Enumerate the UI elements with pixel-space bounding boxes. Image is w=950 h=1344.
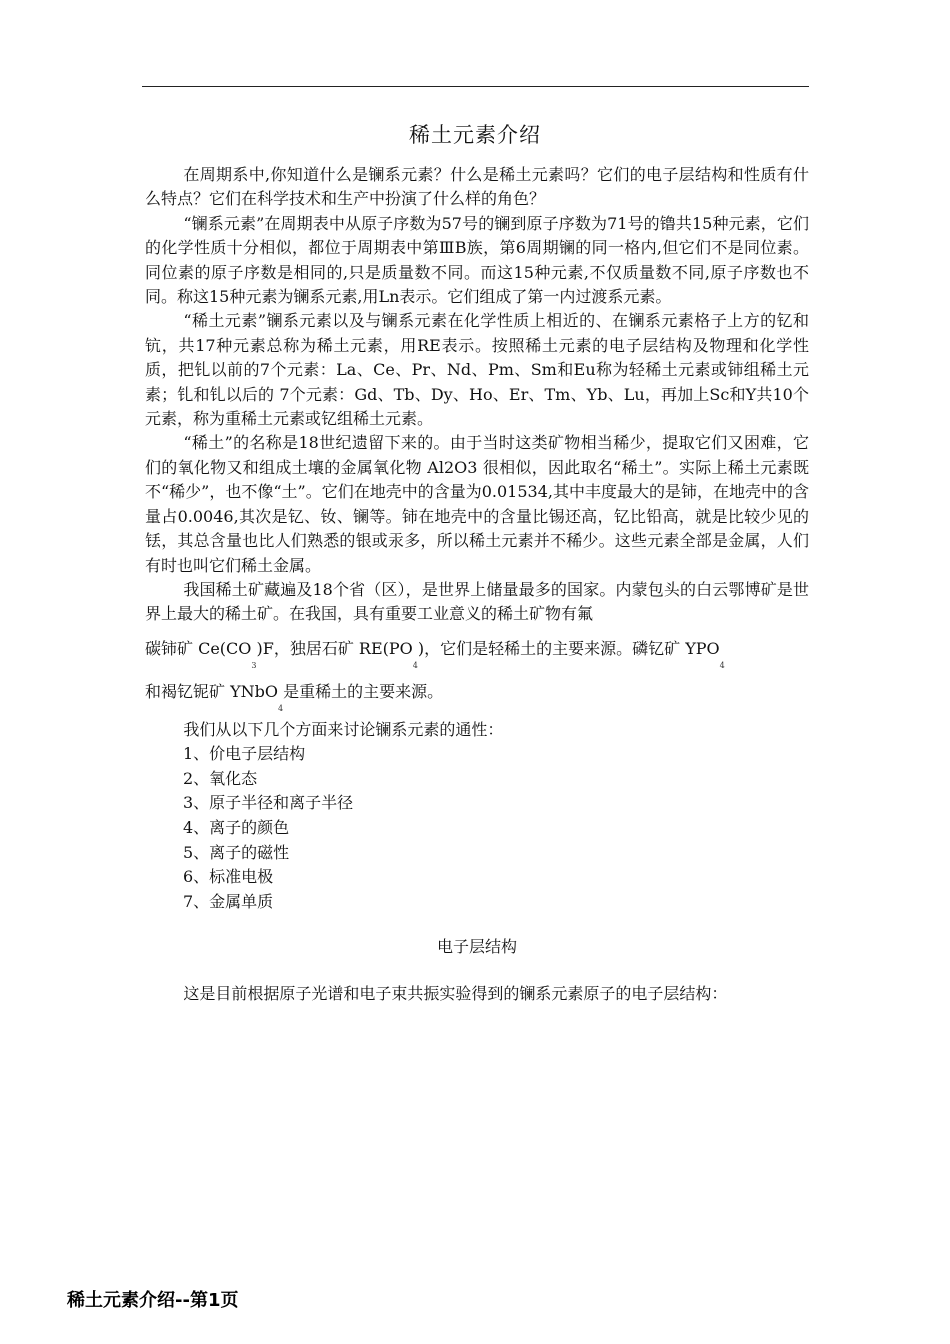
list-item: 6、标准电极 — [183, 867, 274, 887]
mineral-text: )F，独居石矿 RE(PO — [256, 638, 413, 658]
list-intro: 我们从以下几个方面来讨论镧系元素的通性： — [183, 719, 504, 739]
rare-earth-paragraph: “稀土元素”镧系元素以及与镧系元素在化学性质上相近的、在镧系元素格子上方的钇和钪，共17种元素总称为稀土元素，用RE表示。按照稀土元素的电子层结构及物理和化学性质，把钆以前的7个元素：La、Ce、Pr、Nd、Pm、Sm和Eu称为轻稀土元素或铈组稀土元素；钆和钆以后的 7个元素：Gd、Tb、Dy、Ho、Er、Tm、Yb、Lu，再加上Sc和Y共10个元素，称为重稀土元素或钇组稀土元素。 — [145, 311, 809, 429]
mineral-text: 碳铈矿 Ce(CO — [145, 638, 252, 658]
document-title: 稀土元素介绍 — [409, 123, 541, 147]
list-item: 1、价电子层结构 — [183, 743, 306, 763]
minerals-line-2 — [145, 680, 809, 714]
name-origin-paragraph: “稀土”的名称是18世纪遗留下来的。由于当时这类矿物相当稀少，提取它们又困难，它们的氧化物又和组成土壤的金属氧化物 Al2O3 很相似，因此取名“稀土”。实际上稀土元素既不“稀少”，也不像“土”。它们在地壳中的含量为0.01534,其中丰度最大的是铈，在地壳中的含量占0.0046,其次是钇、钕、镧等。铈在地壳中的含量比锡还高，钇比铅高，就是比较少见的铥，其总含量也比人们熟悉的银或汞多，所以稀土元素并不稀少。这些元素全部是金属，人们有时也叫它们稀土金属。 — [145, 433, 809, 575]
minerals-line — [145, 637, 809, 670]
mineral-text: 是重稀土的主要来源。 — [283, 682, 444, 702]
subscript: 4 — [278, 704, 284, 714]
intro-paragraph: 在周期系中,你知道什么是镧系元素？什么是稀土元素吗？它们的电子层结构和性质有什么特点？它们在科学技术和生产中扮演了什么样的角色？ — [145, 165, 809, 209]
mineral-text: )，它们是轻稀土的主要来源。磷钇矿 YPO — [417, 638, 720, 658]
subscript: 3 — [251, 660, 257, 670]
list-item: 5、离子的磁性 — [183, 842, 290, 862]
header-rule — [142, 86, 809, 87]
list-item: 2、氧化态 — [183, 768, 258, 788]
document-body — [145, 163, 809, 1007]
section-paragraph: 这是目前根据原子光谱和电子束共振实验得到的镧系元素原子的电子层结构： — [183, 984, 728, 1004]
subscript: 4 — [719, 660, 725, 670]
list-item: 7、金属单质 — [183, 892, 274, 912]
mineral-text: 和褐钇铌矿 YNbO — [145, 682, 279, 702]
list-item: 4、离子的颜色 — [183, 818, 290, 838]
lanthanide-paragraph: “镧系元素”在周期表中从原子序数为57号的镧到原子序数为71号的镥共15种元素，它们的化学性质十分相似，都位于周期表中第ⅢB族，第6周期镧的同一格内,但它们不是同位素。同位素的原子序数是相同的,只是质量数不同。而这15种元素,不仅质量数不同,原子序数也不同。称这15种元素为镧系元素,用Ln表示。它们组成了第一内过渡系元素。 — [145, 213, 809, 307]
china-reserves-paragraph: 我国稀土矿藏遍及18个省（区），是世界上储量最多的国家。内蒙包头的白云鄂博矿是世界上最大的稀土矿。在我国，具有重要工业意义的稀土矿物有氟 — [145, 579, 809, 624]
property-list — [145, 742, 809, 915]
section-heading: 电子层结构 — [436, 936, 517, 956]
subscript: 4 — [412, 660, 418, 670]
page-footer: 稀土元素介绍--第1页 — [67, 1290, 239, 1311]
list-item: 3、原子半径和离子半径 — [183, 793, 354, 813]
